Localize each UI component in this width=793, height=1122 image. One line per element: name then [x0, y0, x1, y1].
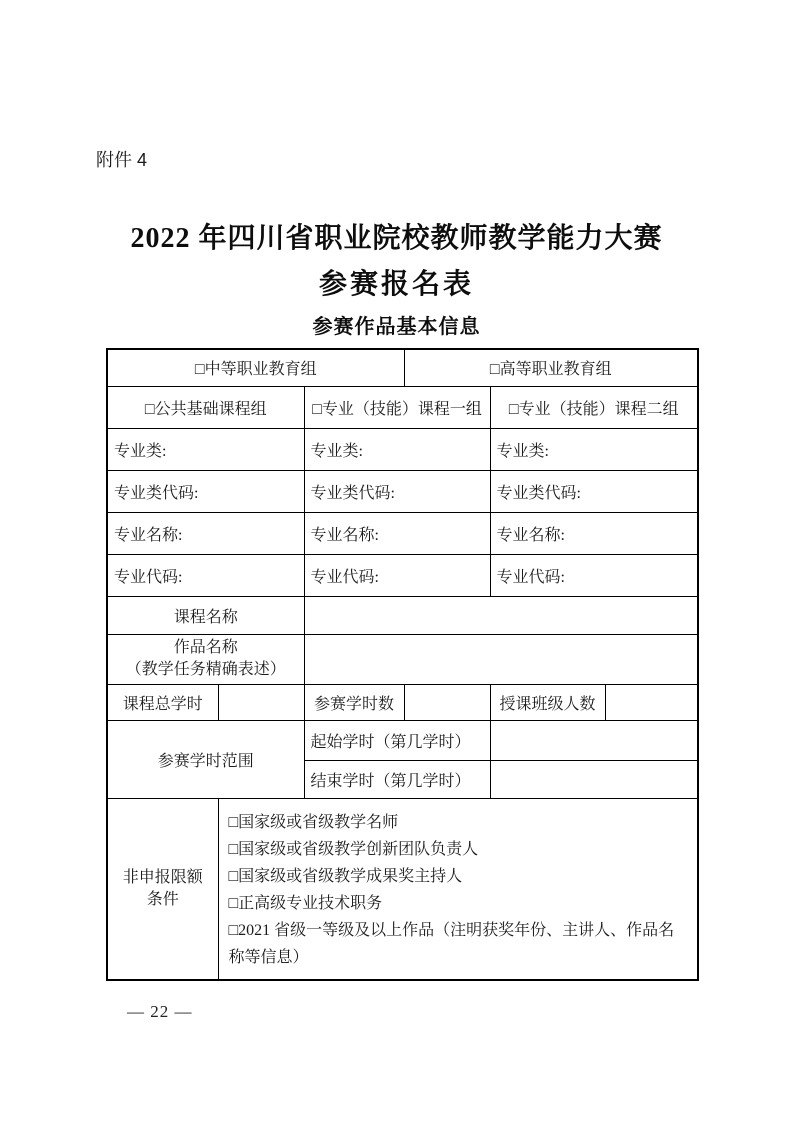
major-course-group1-cell[interactable] [304, 386, 490, 428]
hours-range-label: 参赛学时范围 [107, 720, 304, 798]
major-name-input-col3[interactable]: 专业名称: [490, 512, 698, 554]
non-quota-item-label: 国家级或省级教学创新团队负责人 [238, 840, 479, 858]
non-quota-label-line2: 条件 [146, 890, 179, 908]
course-name-label: 课程名称 [107, 596, 304, 634]
start-hour-label: 起始学时（第几学时） [304, 720, 490, 760]
major-course-group2-label: 专业（技能）课程二组 [518, 400, 679, 418]
secondary-vocational-group-label: 中等职业教育组 [204, 361, 317, 379]
major-class-code-input-col2[interactable]: 专业类代码: [304, 470, 490, 512]
competition-hours-input[interactable] [404, 684, 490, 720]
major-class-code-input-col3[interactable]: 专业类代码: [490, 470, 698, 512]
checkbox-senior-professional-title-icon[interactable]: □ [228, 894, 239, 912]
section-title: 参赛作品基本信息 [312, 316, 481, 338]
end-hour-input[interactable] [490, 760, 698, 798]
non-quota-label-line1: 非申报限额 [122, 868, 203, 886]
class-size-input[interactable] [605, 684, 698, 720]
non-quota-label [107, 798, 218, 980]
class-size-label: 授课班级人数 [490, 684, 605, 720]
checkbox-innovation-team-leader-icon[interactable]: □ [228, 840, 239, 858]
work-name-input[interactable] [304, 634, 698, 684]
registration-form-table [106, 348, 699, 981]
public-basic-course-group-label: 公共基础课程组 [154, 400, 267, 418]
non-quota-conditions-cell [218, 798, 698, 980]
major-class-code-row [107, 470, 698, 512]
competition-hours-label: 参赛学时数 [304, 684, 404, 720]
document-title-line2: 参赛报名表 [318, 269, 474, 300]
major-code-input-col1[interactable]: 专业代码: [107, 554, 304, 596]
total-hours-label: 课程总学时 [107, 684, 218, 720]
end-hour-label: 结束学时（第几学时） [304, 760, 490, 798]
non-quota-item[interactable] [229, 836, 688, 863]
major-name-input-col1[interactable]: 专业名称: [107, 512, 304, 554]
course-name-input[interactable] [304, 596, 698, 634]
major-code-input-col2[interactable]: 专业代码: [304, 554, 490, 596]
public-basic-course-group-cell[interactable] [107, 386, 304, 428]
checkbox-provincial-first-prize-icon[interactable]: □ [228, 921, 239, 939]
major-code-input-col3[interactable]: 专业代码: [490, 554, 698, 596]
checkbox-secondary-vocational-group-icon[interactable]: □ [194, 361, 205, 379]
checkbox-major-course-group2-icon[interactable]: □ [508, 400, 519, 418]
course-group-row [107, 386, 698, 428]
attachment-label: 附件 4 [96, 150, 148, 170]
document-title-line1: 2022 年四川省职业院校教师教学能力大赛 [130, 223, 663, 254]
work-name-label [107, 634, 304, 684]
major-name-input-col2[interactable]: 专业名称: [304, 512, 490, 554]
checkbox-higher-vocational-group-icon[interactable]: □ [489, 361, 500, 379]
non-quota-item[interactable] [229, 809, 688, 836]
non-quota-item-label: 2021 省级一等级及以上作品（注明获奖年份、主讲人、作品名称等信息） [228, 921, 675, 966]
non-quota-item[interactable] [229, 917, 688, 971]
start-hour-input[interactable] [490, 720, 698, 760]
start-hour-row [107, 720, 698, 760]
major-class-input-col3[interactable]: 专业类: [490, 428, 698, 470]
non-quota-row [107, 798, 698, 980]
major-class-input-col1[interactable]: 专业类: [107, 428, 304, 470]
higher-vocational-group-label: 高等职业教育组 [499, 361, 612, 379]
non-quota-item-label: 国家级或省级教学名师 [238, 813, 399, 831]
major-code-row [107, 554, 698, 596]
hours-row [107, 684, 698, 720]
major-class-row [107, 428, 698, 470]
non-quota-item-label: 正高级专业技术职务 [238, 894, 383, 912]
work-name-label-line1: 作品名称 [173, 639, 238, 656]
major-course-group1-label: 专业（技能）课程一组 [321, 400, 482, 418]
non-quota-item[interactable] [229, 863, 688, 890]
checkbox-teaching-master-icon[interactable]: □ [228, 813, 239, 831]
non-quota-item-label: 国家级或省级教学成果奖主持人 [238, 867, 463, 885]
major-class-code-input-col1[interactable]: 专业类代码: [107, 470, 304, 512]
checkbox-major-course-group1-icon[interactable]: □ [312, 400, 322, 418]
higher-vocational-group-cell[interactable] [404, 349, 698, 386]
secondary-vocational-group-cell[interactable] [107, 349, 404, 386]
total-hours-input[interactable] [218, 684, 304, 720]
major-class-input-col2[interactable]: 专业类: [304, 428, 490, 470]
course-name-row [107, 596, 698, 634]
work-name-label-line2: （教学任务精确表述） [125, 661, 286, 678]
checkbox-public-basic-course-group-icon[interactable]: □ [144, 400, 155, 418]
checkbox-achievement-award-host-icon[interactable]: □ [228, 867, 239, 885]
major-course-group2-cell[interactable] [490, 386, 698, 428]
page-number: — 22 — [127, 1002, 193, 1021]
non-quota-item[interactable] [229, 890, 688, 917]
education-group-row [107, 349, 698, 386]
major-name-row [107, 512, 698, 554]
work-name-row [107, 634, 698, 684]
